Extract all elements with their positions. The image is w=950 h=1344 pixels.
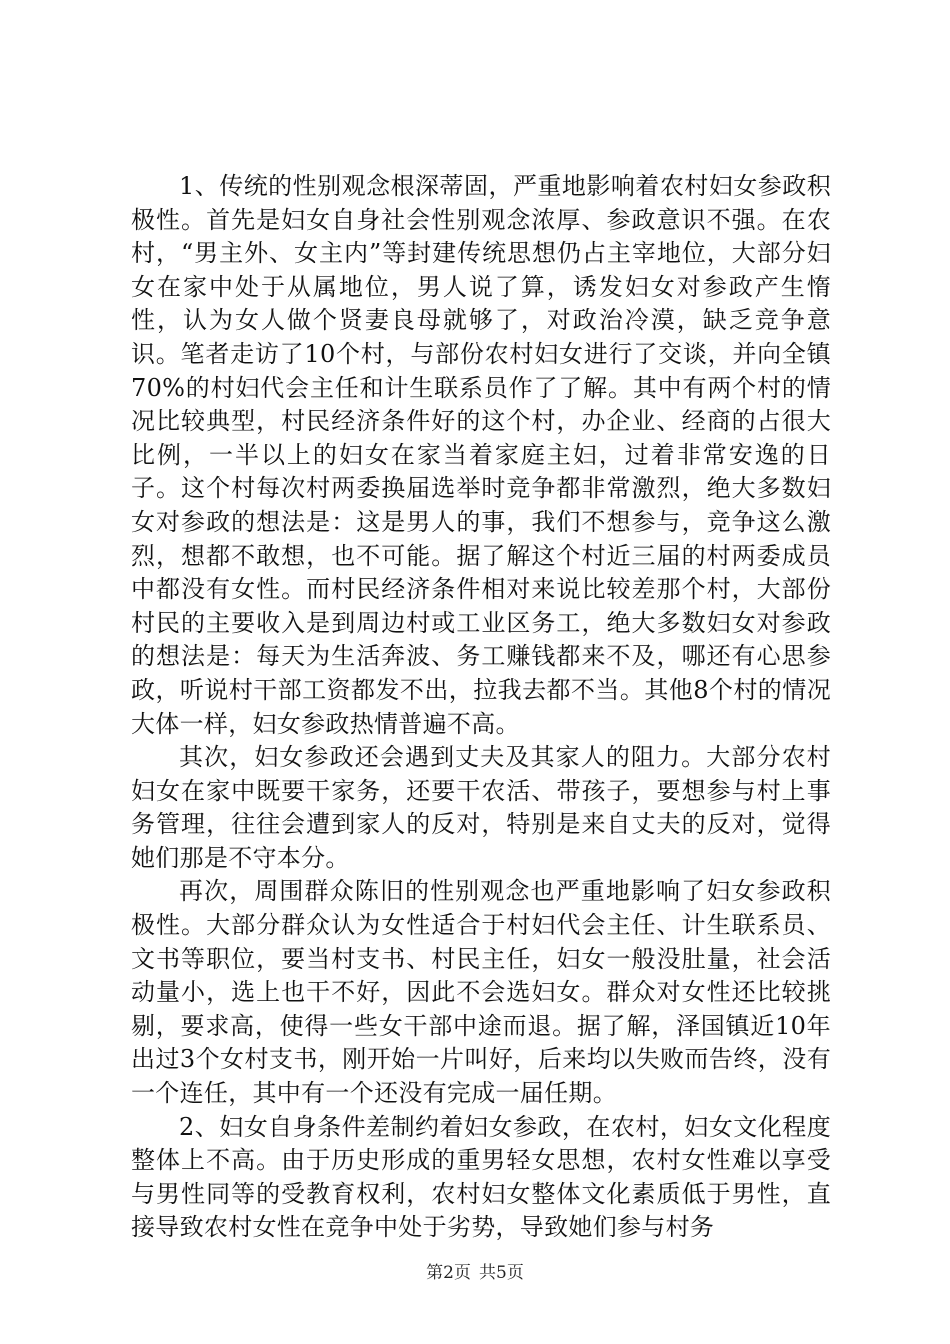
paragraph-4: 2、妇女自身条件差制约着妇女参政，在农村，妇女文化程度整体上不高。由于历史形成的重男轻女思想，农村女性难以享受与男性同等的受教育权利，农村妇女整体文化素质低于男性，直接导致农村女性在竞争中处于劣势，导致她们参与村务 [131,1112,831,1242]
paragraph-2: 其次，妇女参政还会遇到丈夫及其家人的阻力。大部分农村妇女在家中既要干家务，还要干农活、带孩子，要想参与村上事务管理，往往会遭到家人的反对，特别是来自丈夫的反对，觉得她们那是不守本分。 [131,743,831,872]
paragraph-3: 再次，周围群众陈旧的性别观念也严重地影响了妇女参政积极性。大部分群众认为女性适合于村妇代会主任、计生联系员、文书等职位，要当村支书、村民主任，妇女一般没肚量，社会活动量小，选上也干不好，因此不会选妇女。群众对女性还比较挑剔，要求高，使得一些女干部中途而退。据了解，泽国镇近10年出过3个女村支书，刚开始一片叫好，后来均以失败而告终，没有一个连任，其中有一个还没有完成一届任期。 [131,877,831,1108]
page-number: 第2页 [426,1263,471,1283]
document-body [131,170,831,1245]
page-footer [0,1258,950,1283]
paragraph-1: 1、传统的性别观念根深蒂固，严重地影响着农村妇女参政积极性。首先是妇女自身社会性别观念浓厚、参政意识不强。在农村，“男主外、女主内”等封建传统思想仍占主宰地位，大部分妇女在家中处于从属地位，男人说了算，诱发妇女对参政产生惰性，认为女人做个贤妻良母就够了，对政治冷漠，缺乏竞争意识。笔者走访了10个村，与部份农村妇女进行了交谈，并向全镇70%的村妇代会主任和计生联系员作了了解。其中有两个村的情况比较典型，村民经济条件好的这个村，办企业、经商的占很大比例，一半以上的妇女在家当着家庭主妇，过着非常安逸的日子。这个村每次村两委换届选举时竞争都非常激烈，绝大多数妇女对参政的想法是：这是男人的事，我们不想参与，竞争这么激烈，想都不敢想，也不可能。据了解这个村近三届的村两委成员中都没有女性。而村民经济条件相对来说比较差那个村，大部份村民的主要收入是到周边村或工业区务工，绝大多数妇女对参政的想法是：每天为生活奔波、务工赚钱都来不及，哪还有心思参政，听说村干部工资都发不出，拉我去都不当。其他8个村的情况大体一样，妇女参政热情普遍不高。 [131,172,831,738]
page-total: 共5页 [479,1263,524,1283]
